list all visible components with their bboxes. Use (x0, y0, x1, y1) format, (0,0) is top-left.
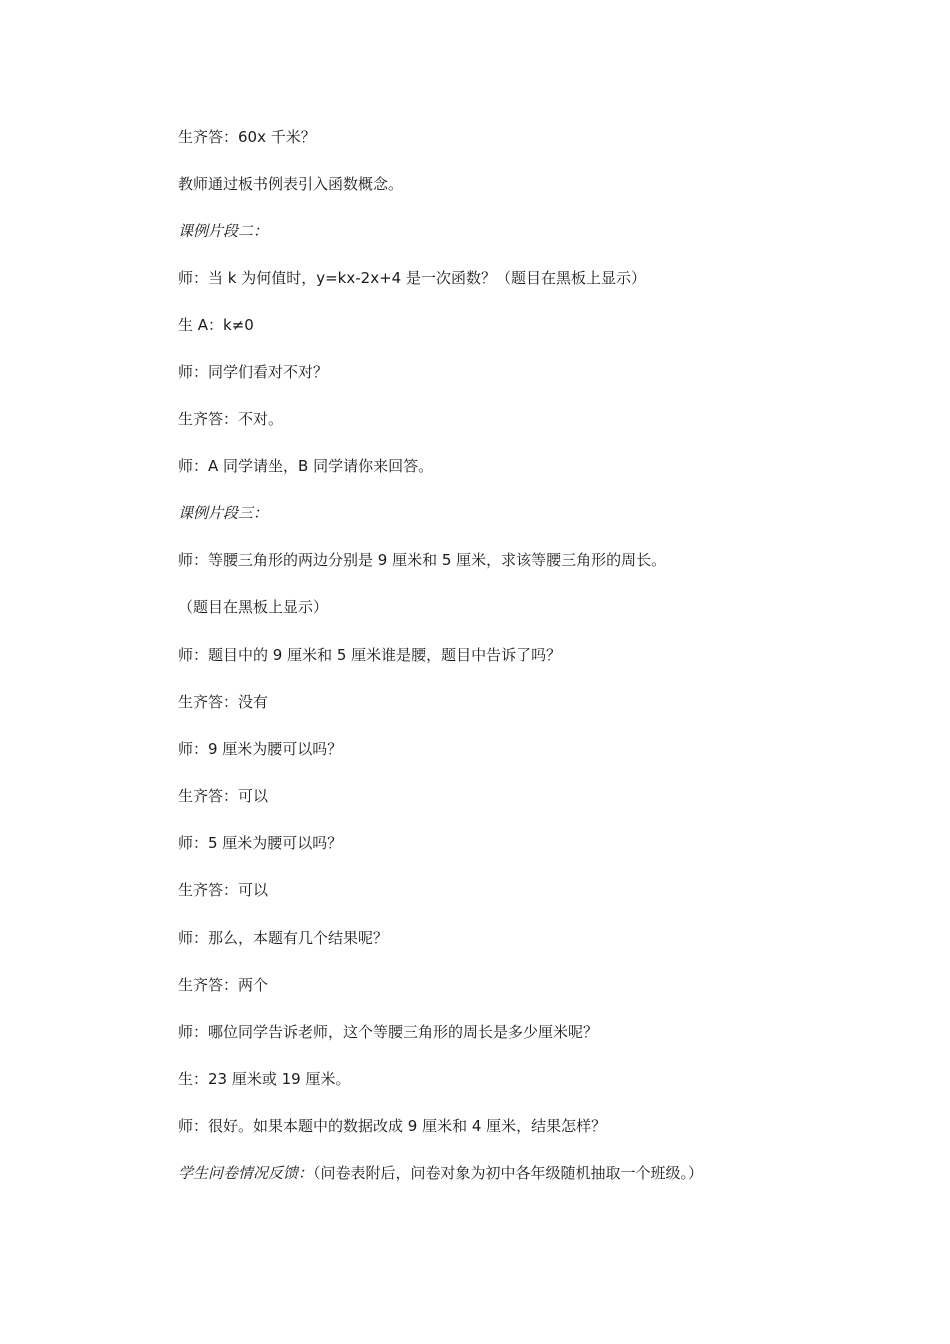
paragraph: 师：同学们看对不对？ (178, 363, 329, 381)
paragraph: 师：题目中的 9 厘米和 5 厘米谁是腰，题目中告诉了吗？ (178, 646, 562, 664)
paragraph: 师：当 k 为何值时，y=kx-2x+4 是一次函数？（题目在黑板上显示） (178, 269, 646, 287)
paragraph: 师：A 同学请坐，B 同学请你来回答。 (178, 457, 434, 475)
paragraph: 生齐答：不对。 (178, 410, 284, 428)
paragraph: 生齐答：60x 千米？ (178, 128, 316, 146)
paragraph-text: （问卷表附后，问卷对象为初中各年级随机抽取一个班级。） (313, 1164, 704, 1182)
section-heading: 课例片段三： (178, 504, 269, 522)
paragraph: 师：那么，本题有几个结果呢？ (178, 929, 389, 947)
section-heading: 学生问卷情况反馈： (178, 1164, 314, 1182)
paragraph: 生 A：k≠0 (178, 316, 254, 334)
paragraph: 师：很好。如果本题中的数据改成 9 厘米和 4 厘米，结果怎样？ (178, 1117, 607, 1135)
paragraph: 师：哪位同学告诉老师，这个等腰三角形的周长是多少厘米呢？ (178, 1023, 599, 1041)
paragraph: 教师通过板书例表引入函数概念。 (178, 175, 404, 193)
paragraph: 生：23 厘米或 19 厘米。 (178, 1070, 351, 1088)
paragraph: （题目在黑板上显示） (178, 598, 329, 616)
paragraph: 生齐答：可以 (178, 787, 269, 805)
paragraph: 生齐答：没有 (178, 693, 269, 711)
paragraph: 师：5 厘米为腰可以吗？ (178, 834, 343, 852)
paragraph: 生齐答：两个 (178, 976, 269, 994)
paragraph: 师：9 厘米为腰可以吗？ (178, 740, 343, 758)
paragraph: 师：等腰三角形的两边分别是 9 厘米和 5 厘米，求该等腰三角形的周长。 (178, 551, 667, 569)
paragraph (178, 1163, 703, 1183)
section-heading: 课例片段二： (178, 222, 269, 240)
paragraph: 生齐答：可以 (178, 881, 269, 899)
